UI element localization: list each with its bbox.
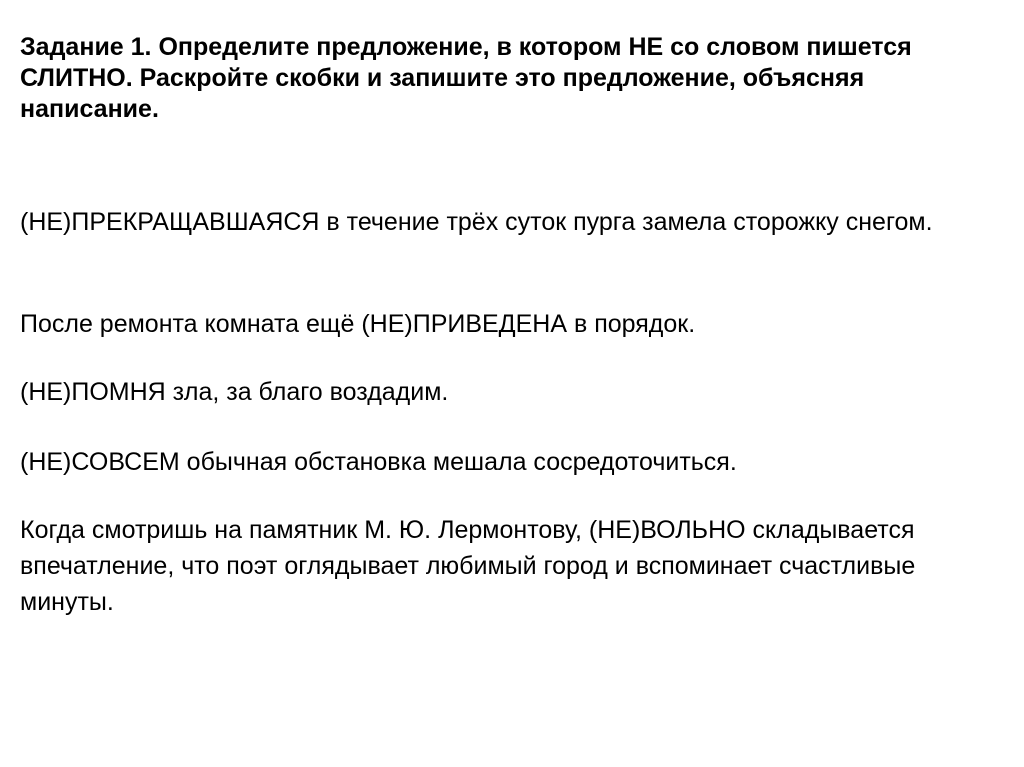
- sentence-5: Когда смотришь на памятник М. Ю. Лермонтову, (НЕ)ВОЛЬНО складывается впечатление, что поэт оглядывает любимый город и вспоминает счастливые минуты.: [20, 516, 916, 616]
- task-heading: Задание 1. Определите предложение, в котором НЕ со словом пишется СЛИТНО. Раскройте скобки и запишите это предложение, объясняя написание.: [20, 33, 912, 123]
- sentence-3: (НЕ)ПОМНЯ зла, за благо воздадим.: [20, 378, 449, 406]
- sentence-2: После ремонта комната ещё (НЕ)ПРИВЕДЕНА в порядок.: [20, 310, 696, 338]
- sentence-4: (НЕ)СОВСЕМ обычная обстановка мешала сосредоточиться.: [20, 448, 737, 476]
- sentence-1: (НЕ)ПРЕКРАЩАВШАЯСЯ в течение трёх суток пурга замела сторожку снегом.: [20, 208, 933, 236]
